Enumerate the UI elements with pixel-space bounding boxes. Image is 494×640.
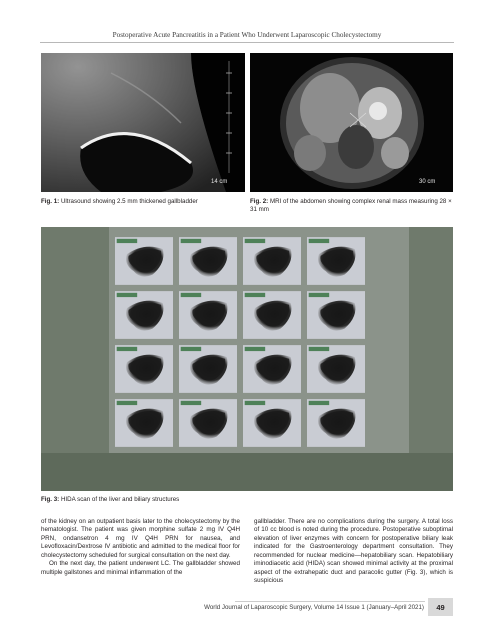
figure-2-caption-label: Fig. 2:	[250, 198, 269, 205]
hida-scan-drawing	[41, 227, 453, 491]
figure-1-caption-text: Ultrasound showing 2.5 mm thickened gallbladder	[59, 198, 198, 205]
ultrasound-drawing	[41, 53, 245, 192]
figure-2-mri-image	[250, 53, 453, 192]
figure-2-caption	[250, 198, 453, 214]
mri-scale-label: 30 cm	[419, 179, 436, 185]
journal-footer: World Journal of Laparoscopic Surgery, Volume 14 Issue 1 (January–April 2021)	[204, 604, 424, 611]
body-column-left	[41, 518, 240, 577]
mri-drawing	[250, 53, 453, 192]
body-column-right	[254, 518, 453, 586]
figure-3-caption-text: HIDA scan of the liver and biliary structures	[59, 496, 180, 503]
footer-rule	[235, 601, 425, 602]
ultrasound-depth-label: 14 cm	[211, 179, 228, 185]
figure-1-ultrasound-image	[41, 53, 245, 192]
figure-3-caption	[41, 496, 341, 504]
body-paragraph: gallbladder. There are no complications during the surgery. A total loss of 10 cc blood is noted during the procedure. Postoperative suboptimal elevation of liver enzymes with concern for postoperative biliary leak indicated for the Gastroenterology department consultation. They recommended for nuclear medicine—hepatobiliary scan. Hepatobiliary iminodiacetic acid (HIDA) scan showed minimal activity at the proximal aspect of the extrahepatic duct and paracolic gutter (Fig. 3), which is suspicious	[254, 518, 453, 585]
figure-3-caption-label: Fig. 3:	[41, 496, 60, 503]
page-number: 49	[428, 598, 453, 616]
figure-2-caption-text: MRI of the abdomen showing complex renal mass measuring 28 × 31 mm	[250, 198, 452, 213]
header-rule	[40, 42, 454, 43]
figure-1-caption	[41, 198, 245, 206]
body-paragraph: On the next day, the patient underwent LC. The gallbladder showed multiple gallstones and minimal inflammation of the	[41, 560, 240, 576]
figure-1-caption-label: Fig. 1:	[41, 198, 60, 205]
body-paragraph: of the kidney on an outpatient basis later to the cholecystectomy by the hematologist. The patient was given morphine sulfate 2 mg IV Q4H PRN, ondansetron 4 mg IV Q4H PRN for nausea, and Levofloxacin/Dextrose IV antibiotic and admitted to the medical floor for cholecystectomy scheduled for surgical consultation on the next day.	[41, 518, 240, 559]
running-head: Postoperative Acute Pancreatitis in a Patient Who Underwent Laparoscopic Cholecystectomy	[112, 31, 382, 39]
figure-3-hida-scan-image	[41, 227, 453, 491]
